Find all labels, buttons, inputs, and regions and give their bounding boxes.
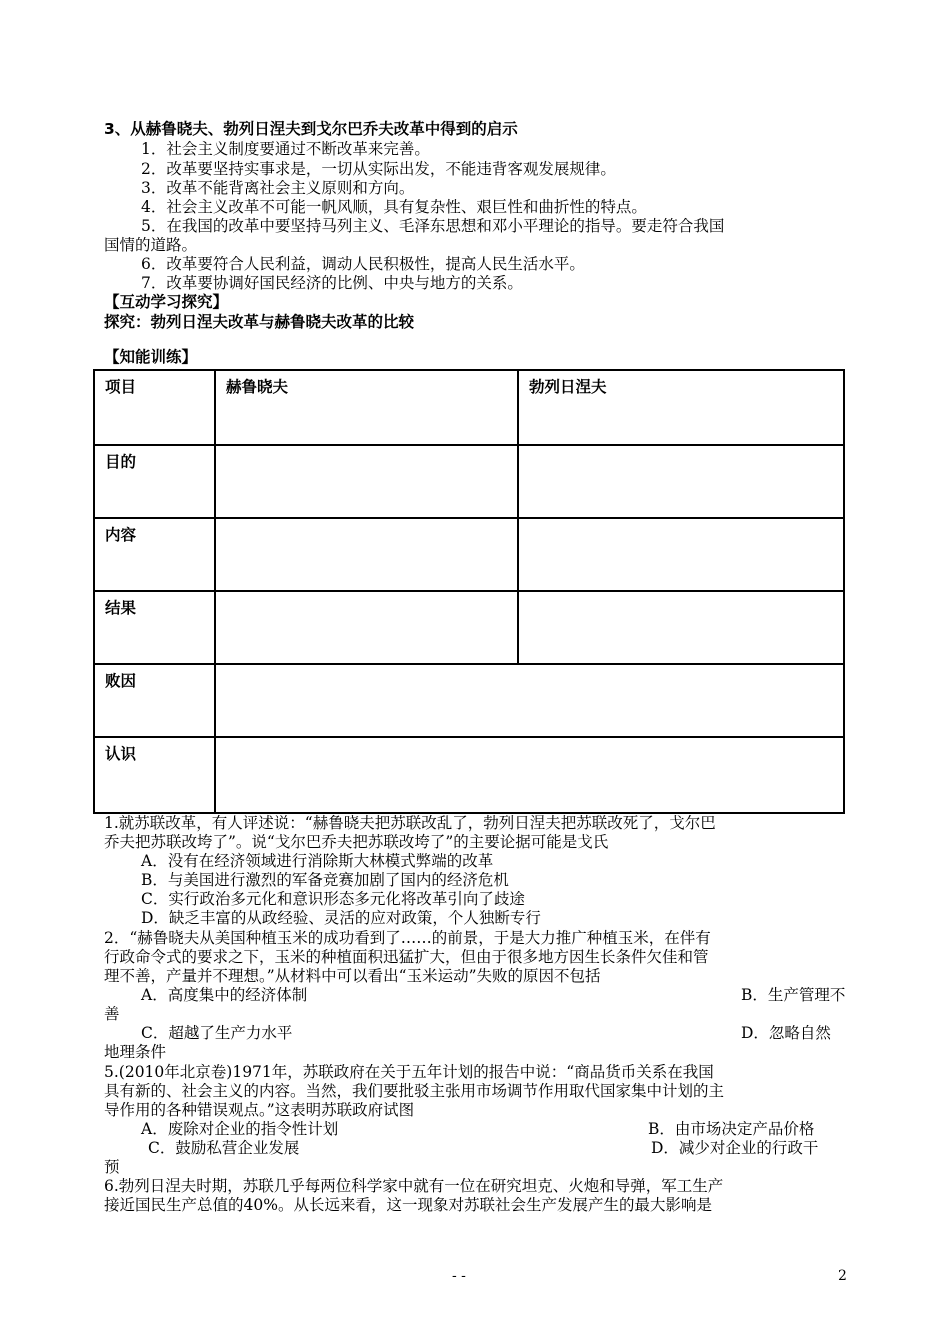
section3-item: 2．改革要坚持实事求是，一切从实际出发，不能违背客观发展规律。 — [141, 160, 616, 178]
table-cell[interactable] — [215, 445, 518, 518]
question-5-text: 5.(2010年北京卷)1971年，苏联政府在关于五年计划的报告中说：“商品货币关系在我国 — [104, 1063, 714, 1081]
table-header-brezhnev: 勃列日涅夫 — [518, 370, 844, 445]
section3-item: 6．改革要符合人民利益，调动人民积极性，提高人民生活水平。 — [141, 255, 585, 273]
question-2-option-d: D．忽略自然 — [741, 1024, 831, 1042]
table-cell[interactable] — [215, 664, 844, 737]
question-5-option-a: A．废除对企业的指令性计划 — [141, 1120, 339, 1138]
table-row — [94, 370, 844, 445]
footer-center: - - — [452, 1268, 466, 1284]
section3-item: 4．社会主义改革不可能一帆风顺，具有复杂性、艰巨性和曲折性的特点。 — [141, 198, 647, 216]
question-1-option-c: C．实行政治多元化和意识形态多元化将改革引向了歧途 — [141, 890, 525, 908]
table-row-label: 认识 — [94, 737, 215, 813]
comparison-table — [93, 369, 845, 814]
question-1-option-d: D．缺乏丰富的从政经验、灵活的应对政策，个人独断专行 — [141, 909, 541, 927]
table-cell[interactable] — [518, 445, 844, 518]
table-row-label: 结果 — [94, 591, 215, 664]
section3-item-continued: 国情的道路。 — [104, 236, 198, 254]
section3-item: 1．社会主义制度要通过不断改革来完善。 — [141, 140, 430, 158]
question-2-option-a: A．高度集中的经济体制 — [141, 986, 308, 1004]
section3-item: 7．改革要协调好国民经济的比例、中央与地方的关系。 — [141, 274, 523, 292]
question-5-option-d-wrap: 预 — [104, 1158, 120, 1176]
table-cell[interactable] — [215, 518, 518, 591]
table-cell[interactable] — [215, 591, 518, 664]
question-1-text: 乔夫把苏联改垮了”。说“戈尔巴乔夫把苏联改垮了”的主要论据可能是戈氏 — [104, 833, 609, 851]
table-header-khrushchev: 赫鲁晓夫 — [215, 370, 518, 445]
question-2-option-b-wrap: 善 — [104, 1005, 120, 1023]
table-row-label: 目的 — [94, 445, 215, 518]
table-cell[interactable] — [215, 737, 844, 813]
question-2-text: 理不善，产量并不理想。”从材料中可以看出“玉米运动”失败的原因不包括 — [104, 967, 601, 985]
question-6-text: 接近国民生产总值的40%。从长远来看，这一现象对苏联社会生产发展产生的最大影响是 — [104, 1196, 712, 1214]
training-heading: 【知能训练】 — [104, 348, 198, 366]
page-number: 2 — [838, 1268, 847, 1284]
section3-item: 3．改革不能背离社会主义原则和方向。 — [141, 179, 415, 197]
question-5-option-d: D．减少对企业的行政干 — [651, 1139, 819, 1157]
table-row — [94, 591, 844, 664]
table-cell[interactable] — [518, 518, 844, 591]
question-2-text: 行政命令式的要求之下，玉米的种植面积迅猛扩大，但由于很多地方因生长条件欠佳和管 — [104, 948, 709, 966]
table-row — [94, 664, 844, 737]
question-5-option-b: B．由市场决定产品价格 — [648, 1120, 815, 1138]
table-row — [94, 445, 844, 518]
explore-title: 探究：勃列日涅夫改革与赫鲁晓夫改革的比较 — [104, 313, 415, 331]
question-5-text: 具有新的、社会主义的内容。当然，我们要批驳主张用市场调节作用取代国家集中计划的主 — [104, 1082, 725, 1100]
question-2-option-b: B．生产管理不 — [741, 986, 846, 1004]
question-2-text: 2．“赫鲁晓夫从美国种植玉米的成功看到了……的前景，于是大力推广种植玉米，在伴有 — [104, 929, 711, 947]
question-5-option-c: C．鼓励私营企业发展 — [148, 1139, 300, 1157]
section3-item: 5．在我国的改革中要坚持马列主义、毛泽东思想和邓小平理论的指导。要走符合我国 — [141, 217, 725, 235]
table-row-label: 败因 — [94, 664, 215, 737]
table-row-label: 内容 — [94, 518, 215, 591]
question-6-text: 6.勃列日涅夫时期，苏联几乎每两位科学家中就有一位在研究坦克、火炮和导弹，军工生产 — [104, 1177, 724, 1195]
question-1-option-a: A．没有在经济领域进行消除斯大林模式弊端的改革 — [141, 852, 494, 870]
question-1-option-b: B．与美国进行激烈的军备竞赛加剧了国内的经济危机 — [141, 871, 509, 889]
question-1-text: 1.就苏联改革，有人评述说：“赫鲁晓夫把苏联改乱了，勃列日涅夫把苏联改死了，戈尔巴 — [104, 814, 716, 832]
section3-heading: 3、从赫鲁晓夫、勃列日涅夫到戈尔巴乔夫改革中得到的启示 — [104, 120, 518, 138]
question-2-option-d-wrap: 地理条件 — [104, 1043, 167, 1061]
table-row — [94, 518, 844, 591]
question-5-text: 导作用的各种错误观点。”这表明苏联政府试图 — [104, 1101, 415, 1119]
question-2-option-c: C．超越了生产力水平 — [141, 1024, 293, 1042]
table-cell[interactable] — [518, 591, 844, 664]
table-header-item: 项目 — [94, 370, 215, 445]
table-row — [94, 737, 844, 813]
interactive-heading: 【互动学习探究】 — [104, 293, 229, 311]
